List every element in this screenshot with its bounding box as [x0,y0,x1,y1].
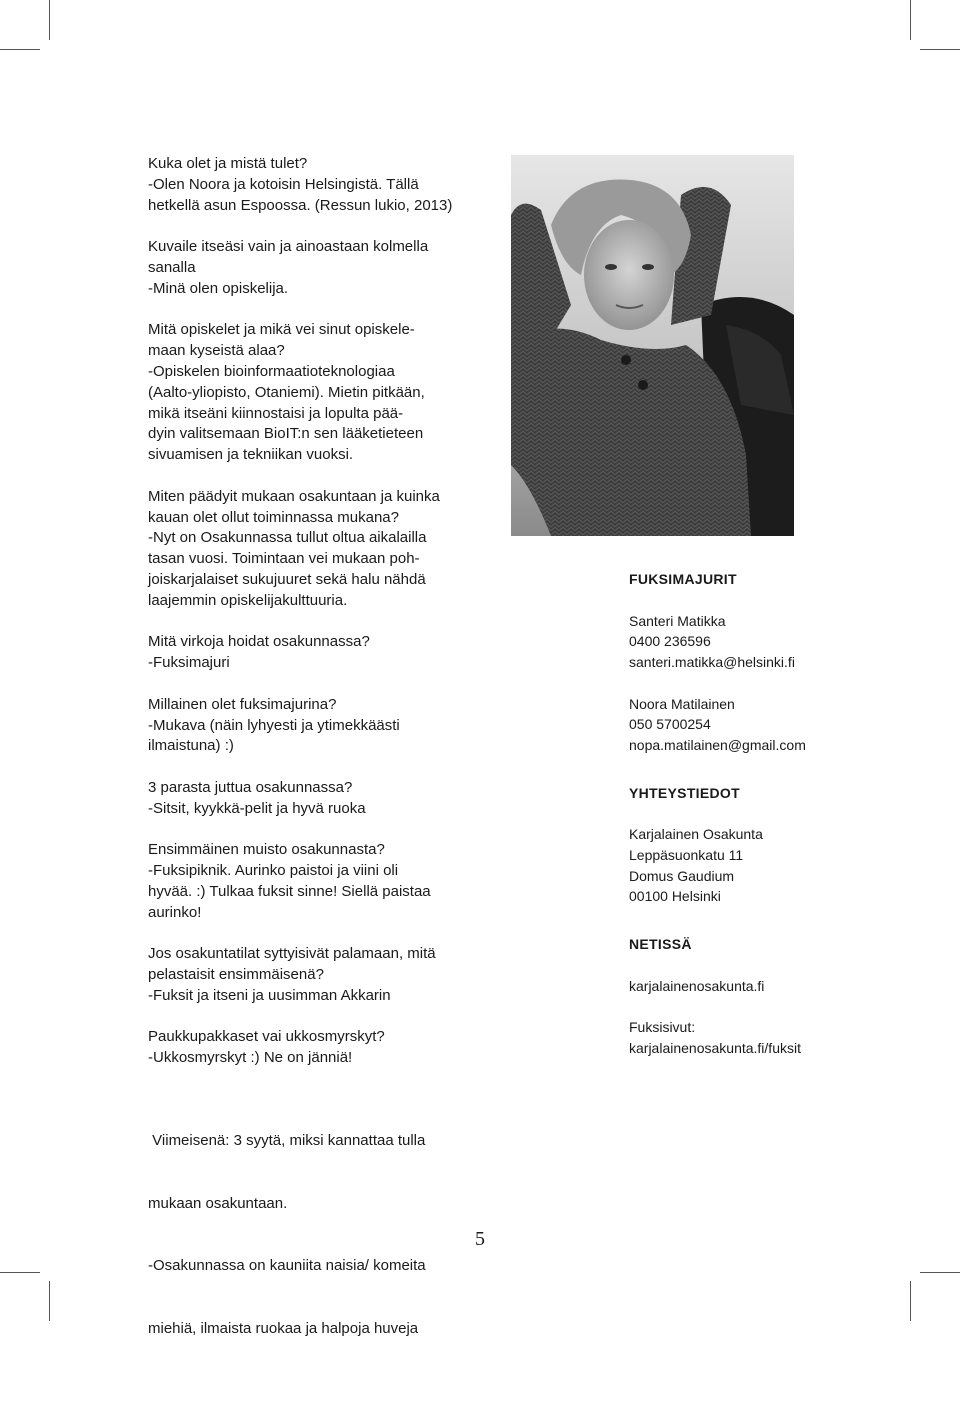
fuksimajurit-section [629,569,869,756]
answer-line: ilmaistuna) :) [148,737,234,755]
contact-name: Noora Matilainen [629,695,735,712]
address-line: Domus Gaudium [629,867,735,884]
page-number: 5 [475,1228,485,1250]
contact-email[interactable]: nopa.matilainen@gmail.com [629,736,806,753]
contact-phone[interactable]: 0400 236596 [629,633,711,650]
answer-line: tasan vuosi. Toimintaan vei mukaan poh- [148,550,420,568]
answer-line: pelastaisit ensimmäisenä? [148,966,324,984]
question: Millainen olet fuksimajurina? [148,695,337,713]
portrait-illustration [511,155,794,536]
crop-mark [0,1272,40,1273]
answer-line: kauan olet ollut toiminnassa mukana? [148,508,399,526]
crop-mark [910,0,911,40]
answer-line: -Mukava (näin lyhyesti ja ytimekkäästi [148,716,400,734]
crop-mark [910,1281,911,1321]
answer-line: -Olen Noora ja kotoisin Helsingistä. Tällä [148,175,419,193]
question: Jos osakuntatilat syttyisivät palamaan, mitä [148,945,436,963]
portrait-photo [511,155,794,536]
qa-block [148,695,478,757]
question: Miten päädyit mukaan osakuntaan ja kuinka [148,487,440,505]
crop-mark [920,1272,960,1273]
fuksisivut-label: Fuksisivut: [629,1019,696,1036]
question: Viimeisenä: 3 syytä, miksi kannattaa tulla [148,1132,426,1150]
question: Kuvaile itseäsi vain ja ainoastaan kolmella [148,238,429,256]
question: Ensimmäinen muisto osakunnasta? [148,841,385,859]
website-link[interactable]: karjalainenosakunta.fi [629,977,765,994]
answer-line: mukaan osakuntaan. [148,1194,288,1212]
answer-line: maan kyseistä alaa? [148,342,285,360]
fuksisivut-block [629,1017,869,1058]
answer-line: mikä itseäni kiinnostaisi ja lopulta pää- [148,404,404,422]
contact-card [629,611,869,673]
answer-line: sanalla [148,258,196,276]
crop-mark [0,49,40,50]
qa-block [148,1027,478,1069]
answer-line: -Fuksipiknik. Aurinko paistoi ja viini oli [148,862,399,880]
address-line: 00100 Helsinki [629,888,721,905]
answer-line: miehiä, ilmaista ruokaa ja halpoja huveja [148,1319,419,1337]
fuksisivut-link[interactable]: karjalainenosakunta.fi/fuksit [629,1039,801,1056]
netissa-section [629,934,869,1059]
yhteystiedot-section [629,783,869,908]
answer-line: -Fuksimajuri [148,654,230,672]
answer-line: hyvää. :) Tulkaa fuksit sinne! Siellä paistaa [148,882,431,900]
question: Mitä virkoja hoidat osakunnassa? [148,633,370,651]
qa-block [148,944,478,1006]
answer-line: (Aalto-yliopisto, Otaniemi). Mietin pitkään, [148,383,425,401]
address-line: Leppäsuonkatu 11 [629,847,744,864]
contact-phone[interactable]: 050 5700254 [629,716,711,733]
qa-block [148,487,478,612]
answer-line: laajemmin opiskelijakulttuuria. [148,591,348,609]
crop-mark [49,1281,50,1321]
website-block [629,976,869,997]
answer-line: hetkellä asun Espoossa. (Ressun lukio, 2013) [148,196,453,214]
question: Paukkupakkaset vai ukkosmyrskyt? [148,1028,385,1046]
qa-block [148,154,478,216]
section-heading: FUKSIMAJURIT [629,571,737,587]
answer-line: aurinko! [148,903,202,921]
section-heading: NETISSÄ [629,936,692,953]
crop-mark [49,0,50,40]
crop-mark [920,49,960,50]
qa-block [148,320,478,466]
contact-card [629,694,869,756]
address-block [629,824,869,907]
question: Mitä opiskelet ja mikä vei sinut opiskele- [148,321,415,339]
answer-line: joiskarjalaiset sukujuuret sekä halu nähdä [148,570,426,588]
qa-block [148,237,478,299]
answer-line: -Osakunnassa on kauniita naisia/ komeita [148,1257,426,1275]
qa-block [148,840,478,923]
section-heading: YHTEYSTIEDOT [629,784,740,801]
answer-line: -Nyt on Osakunnassa tullut oltua aikalailla [148,529,427,547]
answer-line: -Opiskelen bioinformaatioteknologiaa [148,362,395,380]
contact-name: Santeri Matikka [629,612,726,629]
question: Kuka olet ja mistä tulet? [148,155,308,172]
interview-column [148,154,478,1402]
answer-line: -Sitsit, kyykkä-pelit ja hyvä ruoka [148,799,366,817]
question: 3 parasta juttua osakunnassa? [148,778,353,796]
answer-line: dyin valitsemaan BioIT:n sen lääketieteen [148,425,424,443]
contact-email[interactable]: santeri.matikka@helsinki.fi [629,654,795,671]
contact-sidebar [629,569,869,1086]
answer-line: -Minä olen opiskelija. [148,279,289,297]
qa-block [148,778,478,820]
qa-block [148,632,478,674]
address-line: Karjalainen Osakunta [629,826,763,843]
answer-line: sivuamisen ja tekniikan vuoksi. [148,446,354,464]
answer-line: -Ukkosmyrskyt :) Ne on jänniä! [148,1049,353,1067]
answer-line: -Fuksit ja itseni ja uusimman Akkarin [148,986,391,1004]
